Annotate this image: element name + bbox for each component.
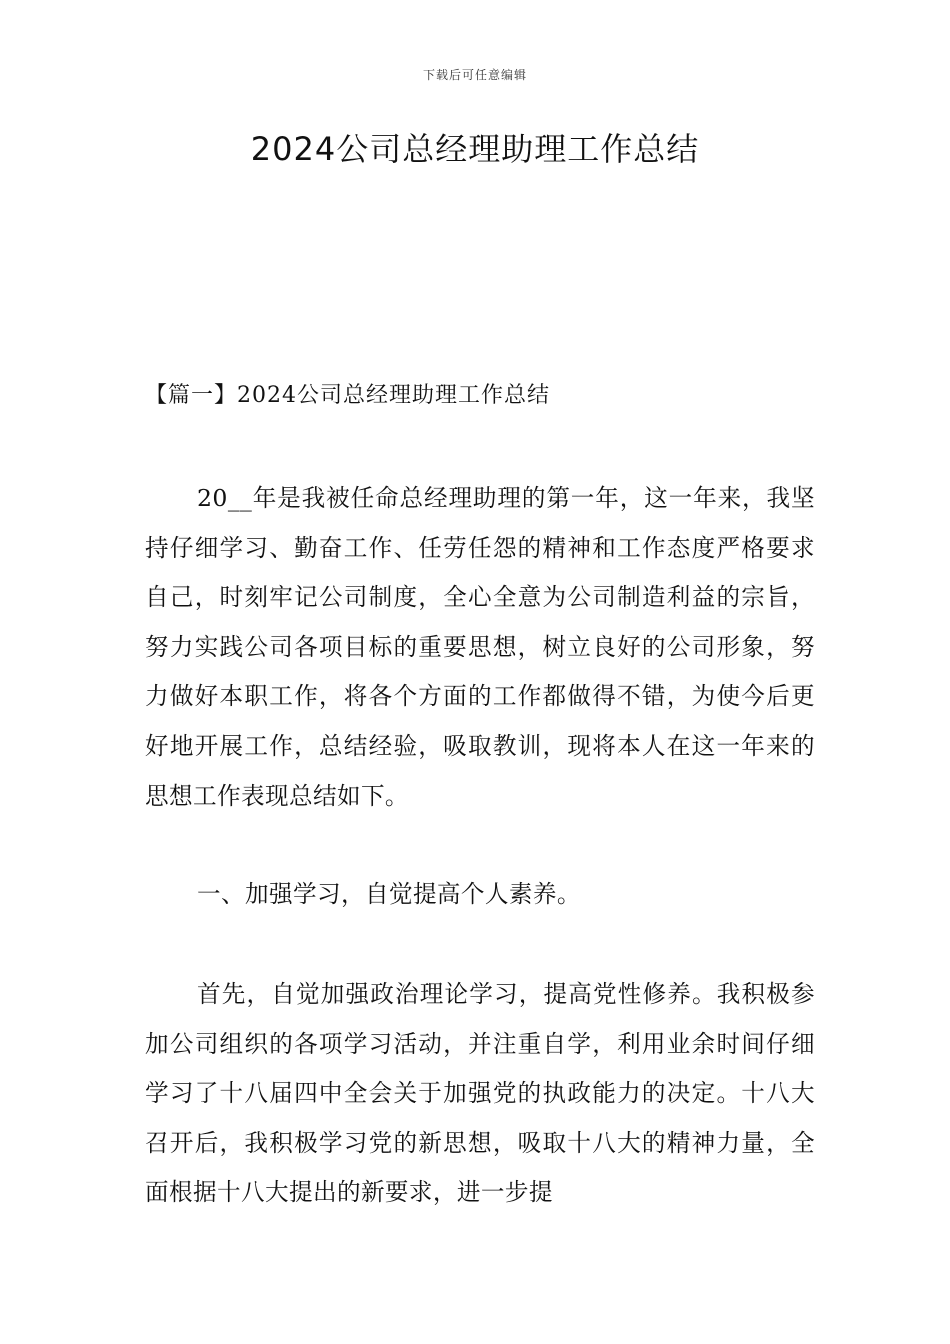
subheading-learning: 一、加强学习，自觉提高个人素养。 — [197, 880, 581, 908]
document-title: 2024公司总经理助理工作总结 — [250, 130, 700, 168]
section-heading: 【篇一】2024公司总经理助理工作总结 — [145, 383, 550, 408]
paragraph-intro: 20__年是我被任命总经理助理的第一年，这一年来，我坚持仔细学习、勤奋工作、任劳任怨的精神和工作态度严格要求自己，时刻牢记公司制度，全心全意为公司制造利益的宗旨，努力实践公司各项目标的重要思想，树立良好的公司形象，努力做好本职工作，将各个方面的工作都做得不错，为使今后更好地开展工作，总结经验，吸取教训，现将本人在这一年来的思想工作表现总结如下。 — [145, 484, 815, 810]
paragraph-learning: 首先，自觉加强政治理论学习，提高党性修养。我积极参加公司组织的各项学习活动，并注重自学，利用业余时间仔细学习了十八届四中全会关于加强党的执政能力的决定。十八大召开后，我积极学习党的新思想，吸取十八大的精神力量，全面根据十八大提出的新要求，进一步提 — [145, 980, 815, 1207]
header-note: 下载后可任意编辑 — [422, 68, 527, 82]
